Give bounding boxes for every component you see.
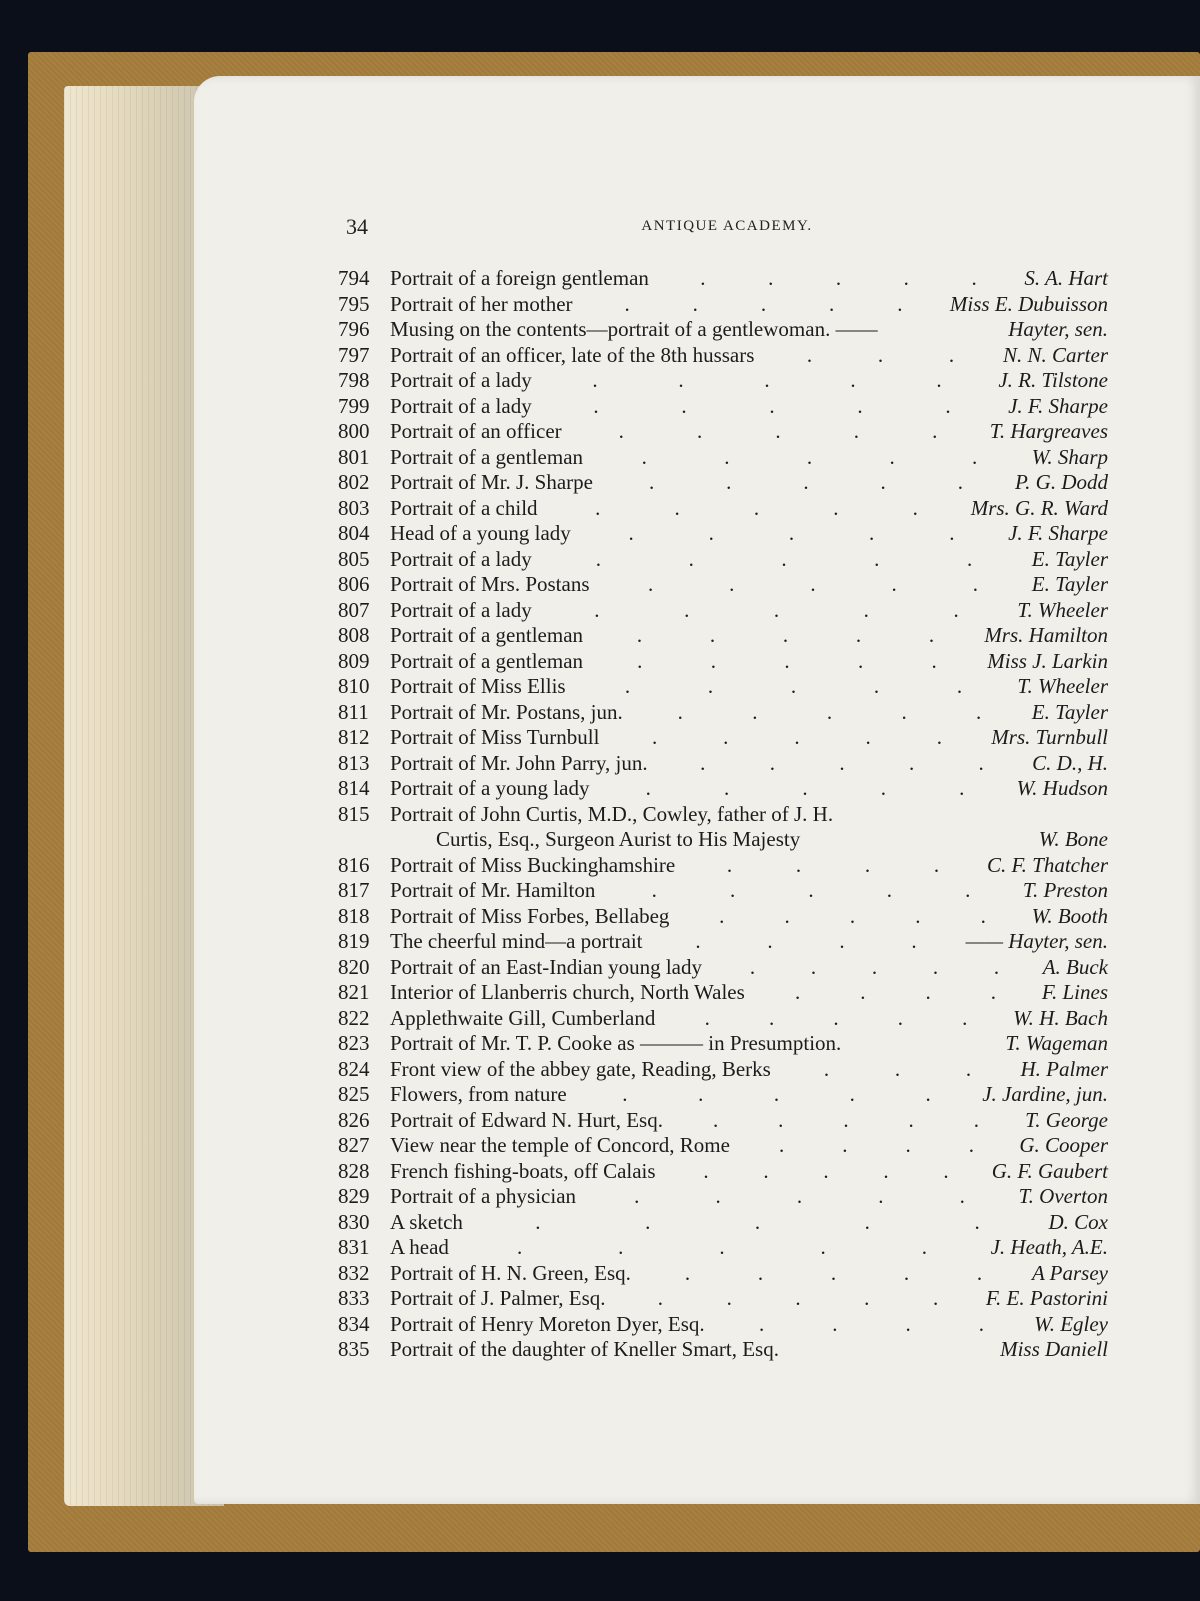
- entry-title: Portrait of the daughter of Kneller Smart, Esq.: [390, 1337, 779, 1361]
- entry-title: Portrait of Henry Moreton Dyer, Esq.: [390, 1311, 705, 1336]
- catalogue-entry: [338, 853, 1108, 879]
- catalogue-entry: [338, 623, 1108, 649]
- catalogue-entry: [338, 1261, 1108, 1287]
- leader-dots: . . . . .: [592, 368, 942, 392]
- entry-artist: Mrs. Hamilton: [984, 623, 1108, 647]
- entry-title: Portrait of Edward N. Hurt, Esq.: [390, 1107, 663, 1132]
- entry-artist: W. Booth: [1031, 903, 1108, 928]
- catalogue-entry: [338, 1312, 1108, 1338]
- entry-title: Head of a young lady: [390, 521, 571, 545]
- entry-number: 825: [338, 1082, 370, 1106]
- entry-number: 820: [338, 954, 370, 979]
- leader-dots: . . . . .: [624, 674, 963, 698]
- leader-dots: . . . .: [759, 1311, 984, 1336]
- entry-number: 801: [338, 444, 370, 469]
- leader-dots: . . . . .: [595, 495, 918, 520]
- entry-artist: W. Bone: [1038, 827, 1108, 851]
- entry-number: 829: [338, 1184, 370, 1208]
- entry-number: 816: [338, 852, 370, 877]
- leader-dots: . . . . .: [645, 776, 965, 800]
- leader-dots: . . . . .: [637, 648, 937, 673]
- entry-title: Portrait of an officer, late of the 8th hussars: [390, 342, 755, 367]
- entry-number: 819: [338, 929, 370, 953]
- entry-title: Portrait of Miss Forbes, Bellabeg: [390, 903, 670, 928]
- entry-title: Front view of the abbey gate, Reading, Berks: [390, 1056, 771, 1081]
- entry-number: 815: [338, 801, 370, 826]
- leader-dots: . . . . .: [535, 1209, 980, 1234]
- leader-dots: . . . . .: [641, 444, 978, 469]
- leader-dots: . . . .: [726, 852, 940, 877]
- entry-title: Applethwaite Gill, Cumberland: [390, 1005, 656, 1030]
- entry-artist: J. Jardine, jun.: [982, 1082, 1108, 1106]
- catalogue-entry: [338, 445, 1108, 471]
- entry-artist: J. R. Tilstone: [998, 368, 1108, 392]
- catalogue-entry: [338, 419, 1108, 445]
- entry-title: Portrait of a child: [390, 495, 538, 520]
- catalogue-entry: [338, 470, 1108, 496]
- entry-title: Portrait of a young lady: [390, 776, 590, 800]
- leader-dots: . . . . .: [624, 291, 903, 316]
- entry-title: Interior of Llanberris church, North Wales: [390, 980, 745, 1004]
- entry-number: 827: [338, 1133, 370, 1157]
- catalogue-entry: [338, 904, 1108, 930]
- entry-artist: G. Cooper: [1019, 1133, 1108, 1157]
- entry-title: Portrait of a gentleman: [390, 444, 584, 469]
- entry-number: 814: [338, 776, 370, 800]
- entry-title: Portrait of H. N. Green, Esq.: [390, 1260, 631, 1285]
- catalogue-entry: [338, 521, 1108, 547]
- entry-artist: Miss E. Dubuisson: [949, 291, 1108, 316]
- leader-dots: . . . .: [779, 1133, 974, 1157]
- entry-title: Portrait of a gentleman: [390, 623, 584, 647]
- entry-title: Portrait of an officer: [390, 419, 562, 443]
- catalogue-entry: [338, 394, 1108, 420]
- catalogue-entry: [338, 496, 1108, 522]
- leader-dots: . . . . .: [595, 546, 973, 571]
- catalogue-entry: [338, 572, 1108, 598]
- entry-title: Portrait of Miss Turnbull: [390, 725, 600, 749]
- entry-title: French fishing-boats, off Calais: [390, 1158, 656, 1183]
- entry-artist: W. Sharp: [1031, 444, 1108, 469]
- catalogue-entry: [338, 1031, 1108, 1057]
- entry-artist: Hayter, sen.: [1008, 317, 1108, 341]
- entry-number: 808: [338, 623, 370, 647]
- catalogue-entry: [338, 980, 1108, 1006]
- entry-number: 798: [338, 368, 370, 392]
- catalogue-entry: [338, 725, 1108, 751]
- entry-number: 832: [338, 1260, 370, 1285]
- leader-dots: . . . . .: [636, 623, 935, 647]
- entry-artist: J. F. Sharpe: [1008, 393, 1108, 418]
- running-head: ANTIQUE ACADEMY.: [641, 218, 813, 234]
- entry-title: Portrait of a physician: [390, 1184, 577, 1208]
- entry-number: 822: [338, 1005, 370, 1030]
- entry-title: Musing on the contents—portrait of a gentlewoman. ——: [390, 317, 878, 341]
- entry-title: Portrait of Mr. John Parry, jun.: [390, 750, 648, 775]
- entry-artist: A Parsey: [1031, 1260, 1108, 1285]
- entry-title: View near the temple of Concord, Rome: [390, 1133, 730, 1157]
- entry-artist: F. E. Pastorini: [985, 1286, 1108, 1310]
- leader-dots: . . . . .: [719, 903, 986, 928]
- catalogue-entry: [338, 317, 1108, 343]
- catalogue-entry: [338, 802, 1108, 853]
- entry-number: 797: [338, 342, 370, 367]
- catalogue-entry: [338, 547, 1108, 573]
- catalogue-entry: [338, 1286, 1108, 1312]
- entry-artist: G. F. Gaubert: [991, 1158, 1108, 1183]
- entry-title-continued: Curtis, Esq., Surgeon Aurist to His Majesty: [436, 827, 801, 851]
- catalogue-entry: [338, 1108, 1108, 1134]
- leader-dots: . . . .: [695, 929, 917, 953]
- catalogue-entry: [338, 751, 1108, 777]
- catalogue-entry: [338, 955, 1108, 981]
- leader-dots: . . . . .: [677, 699, 982, 724]
- entry-artist: C. D., H.: [1032, 750, 1108, 775]
- entry-number: 811: [338, 699, 369, 724]
- page-number: 34: [346, 214, 368, 239]
- leader-dots: . . . . .: [618, 419, 938, 443]
- entry-title: Portrait of Mr. J. Sharpe: [390, 470, 593, 494]
- catalogue-entry: [338, 266, 1108, 292]
- entry-number: 812: [338, 725, 370, 749]
- entry-artist: Mrs. G. R. Ward: [970, 495, 1108, 520]
- entry-artist: J. F. Sharpe: [1008, 521, 1108, 545]
- leader-dots: . . . . .: [622, 1082, 931, 1106]
- entry-title: Portrait of Mr. T. P. Cooke as ——— in Presumption.: [390, 1031, 842, 1055]
- entry-artist: Miss J. Larkin: [987, 648, 1108, 673]
- entry-artist: W. Egley: [1034, 1311, 1108, 1336]
- entry-number: 831: [338, 1235, 370, 1259]
- catalogue-entry: [338, 649, 1108, 675]
- catalogue-entry: [338, 1235, 1108, 1261]
- entry-title: Portrait of J. Palmer, Esq.: [390, 1286, 606, 1310]
- entry-artist: Miss Daniell: [1000, 1337, 1108, 1361]
- leader-dots: . . . .: [795, 980, 996, 1004]
- entry-number: 794: [338, 266, 370, 290]
- entry-number: 804: [338, 521, 370, 545]
- entry-artist: E. Tayler: [1031, 546, 1108, 571]
- catalogue-entry: [338, 368, 1108, 394]
- entry-number: 828: [338, 1158, 370, 1183]
- entry-number: 835: [338, 1337, 370, 1361]
- catalogue-entry: [338, 1006, 1108, 1032]
- catalogue-entry: [338, 1184, 1108, 1210]
- catalogue-entry: [338, 1133, 1108, 1159]
- entry-title: Portrait of a lady: [390, 597, 532, 622]
- entry-title: Portrait of a foreign gentleman: [390, 266, 649, 290]
- entry-artist: H. Palmer: [1020, 1056, 1108, 1081]
- entry-number: 823: [338, 1031, 370, 1055]
- leader-dots: . . . . .: [651, 725, 942, 749]
- catalogue-entry: [338, 292, 1108, 318]
- entry-artist: A. Buck: [1042, 954, 1108, 979]
- entry-title: A head: [390, 1235, 449, 1259]
- entry-number: 830: [338, 1209, 370, 1234]
- catalogue-entry: [338, 1210, 1108, 1236]
- entry-artist: T. Wheeler: [1017, 597, 1108, 622]
- entry-artist: T. Preston: [1022, 878, 1108, 902]
- catalogue-entry: [338, 1057, 1108, 1083]
- entry-number: 799: [338, 393, 370, 418]
- leader-dots: . . . . .: [516, 1235, 927, 1259]
- entry-artist: W. Hudson: [1016, 776, 1108, 800]
- leader-dots: . . . . .: [634, 1184, 965, 1208]
- entry-number: 809: [338, 648, 370, 673]
- entry-title: The cheerful mind—a portrait: [390, 929, 643, 953]
- leader-dots: . . . . .: [648, 470, 963, 494]
- leader-dots: . . . . .: [704, 1005, 968, 1030]
- leader-dots: . . . . .: [749, 954, 1000, 979]
- entry-number: 802: [338, 470, 370, 494]
- entry-title: Portrait of a lady: [390, 546, 532, 571]
- leader-dots: . . .: [806, 342, 955, 367]
- leader-dots: . . . . .: [703, 1158, 949, 1183]
- page-header: [346, 214, 1108, 244]
- catalogue-entry: [338, 1082, 1108, 1108]
- entry-number: 834: [338, 1311, 370, 1336]
- entry-title: Portrait of John Curtis, M.D., Cowley, father of J. H.: [390, 801, 834, 826]
- leader-dots: . . . . .: [593, 393, 951, 418]
- entry-artist: P. G. Dodd: [1015, 470, 1108, 494]
- catalogue-entry: [338, 1337, 1108, 1363]
- entry-title: Portrait of Mr. Hamilton: [390, 878, 596, 902]
- entry-title: Portrait of her mother: [390, 291, 573, 316]
- leader-dots: . . . . .: [647, 572, 978, 596]
- entry-artist: S. A. Hart: [1024, 266, 1108, 290]
- entry-number: 796: [338, 317, 370, 341]
- entry-title: A sketch: [390, 1209, 463, 1234]
- entry-number: 824: [338, 1056, 370, 1081]
- entry-title: Portrait of Miss Ellis: [390, 674, 566, 698]
- entry-number: 810: [338, 674, 370, 698]
- leader-dots: . . . . .: [594, 597, 959, 622]
- entry-number: 803: [338, 495, 370, 520]
- entry-artist: T. Wheeler: [1017, 674, 1108, 698]
- entry-artist: T. Hargreaves: [989, 419, 1108, 443]
- entry-number: 817: [338, 878, 370, 902]
- entry-artist: E. Tayler: [1031, 699, 1108, 724]
- catalogue-entry: [338, 674, 1108, 700]
- entry-number: 818: [338, 903, 370, 928]
- entry-number: 806: [338, 572, 370, 596]
- entry-number: 800: [338, 419, 370, 443]
- leader-dots: . . . . .: [712, 1107, 979, 1132]
- entry-title: Portrait of Miss Buckinghamshire: [390, 852, 676, 877]
- catalogue-entry: [338, 878, 1108, 904]
- catalogue-entry: [338, 598, 1108, 624]
- entry-title: Portrait of an East-Indian young lady: [390, 954, 703, 979]
- entry-artist: T. Overton: [1018, 1184, 1108, 1208]
- entry-artist: F. Lines: [1041, 980, 1108, 1004]
- entry-number: 807: [338, 597, 370, 622]
- entry-number: 833: [338, 1286, 370, 1310]
- catalogue-entry: [338, 776, 1108, 802]
- entry-artist: T. Wageman: [1005, 1031, 1108, 1055]
- leader-dots: . . . . .: [700, 750, 984, 775]
- entry-number: 813: [338, 750, 370, 775]
- entry-number: 795: [338, 291, 370, 316]
- entry-title: Portrait of a lady: [390, 368, 532, 392]
- leader-dots: . . . . .: [628, 521, 955, 545]
- entry-title: Portrait of a lady: [390, 393, 532, 418]
- entry-title: Portrait of Mr. Postans, jun.: [390, 699, 623, 724]
- entry-title: Portrait of Mrs. Postans: [390, 572, 590, 596]
- entry-number: 805: [338, 546, 370, 571]
- leader-dots: . . . . .: [700, 266, 977, 290]
- entry-artist: J. Heath, A.E.: [990, 1235, 1108, 1259]
- leader-dots: . . . . .: [657, 1286, 939, 1310]
- leader-dots: . . .: [823, 1056, 972, 1081]
- entry-artist: E. Tayler: [1031, 572, 1108, 596]
- entry-artist: T. George: [1025, 1107, 1108, 1132]
- catalogue-entry: [338, 700, 1108, 726]
- entry-artist: —— Hayter, sen.: [965, 929, 1108, 953]
- entry-title: Flowers, from nature: [390, 1082, 567, 1106]
- leader-dots: . . . . .: [651, 878, 971, 902]
- catalogue-list: [338, 266, 1108, 1363]
- entry-artist: W. H. Bach: [1013, 1005, 1108, 1030]
- leader-dots: . . . . .: [684, 1260, 983, 1285]
- entry-artist: C. F. Thatcher: [987, 852, 1108, 877]
- catalogue-entry: [338, 929, 1108, 955]
- entry-artist: N. N. Carter: [1002, 342, 1108, 367]
- entry-artist: D. Cox: [1048, 1209, 1108, 1234]
- entry-title: Portrait of a gentleman: [390, 648, 584, 673]
- catalogue-entry: [338, 343, 1108, 369]
- entry-number: 821: [338, 980, 370, 1004]
- entry-artist: Mrs. Turnbull: [991, 725, 1108, 749]
- entry-number: 826: [338, 1107, 370, 1132]
- catalogue-entry: [338, 1159, 1108, 1185]
